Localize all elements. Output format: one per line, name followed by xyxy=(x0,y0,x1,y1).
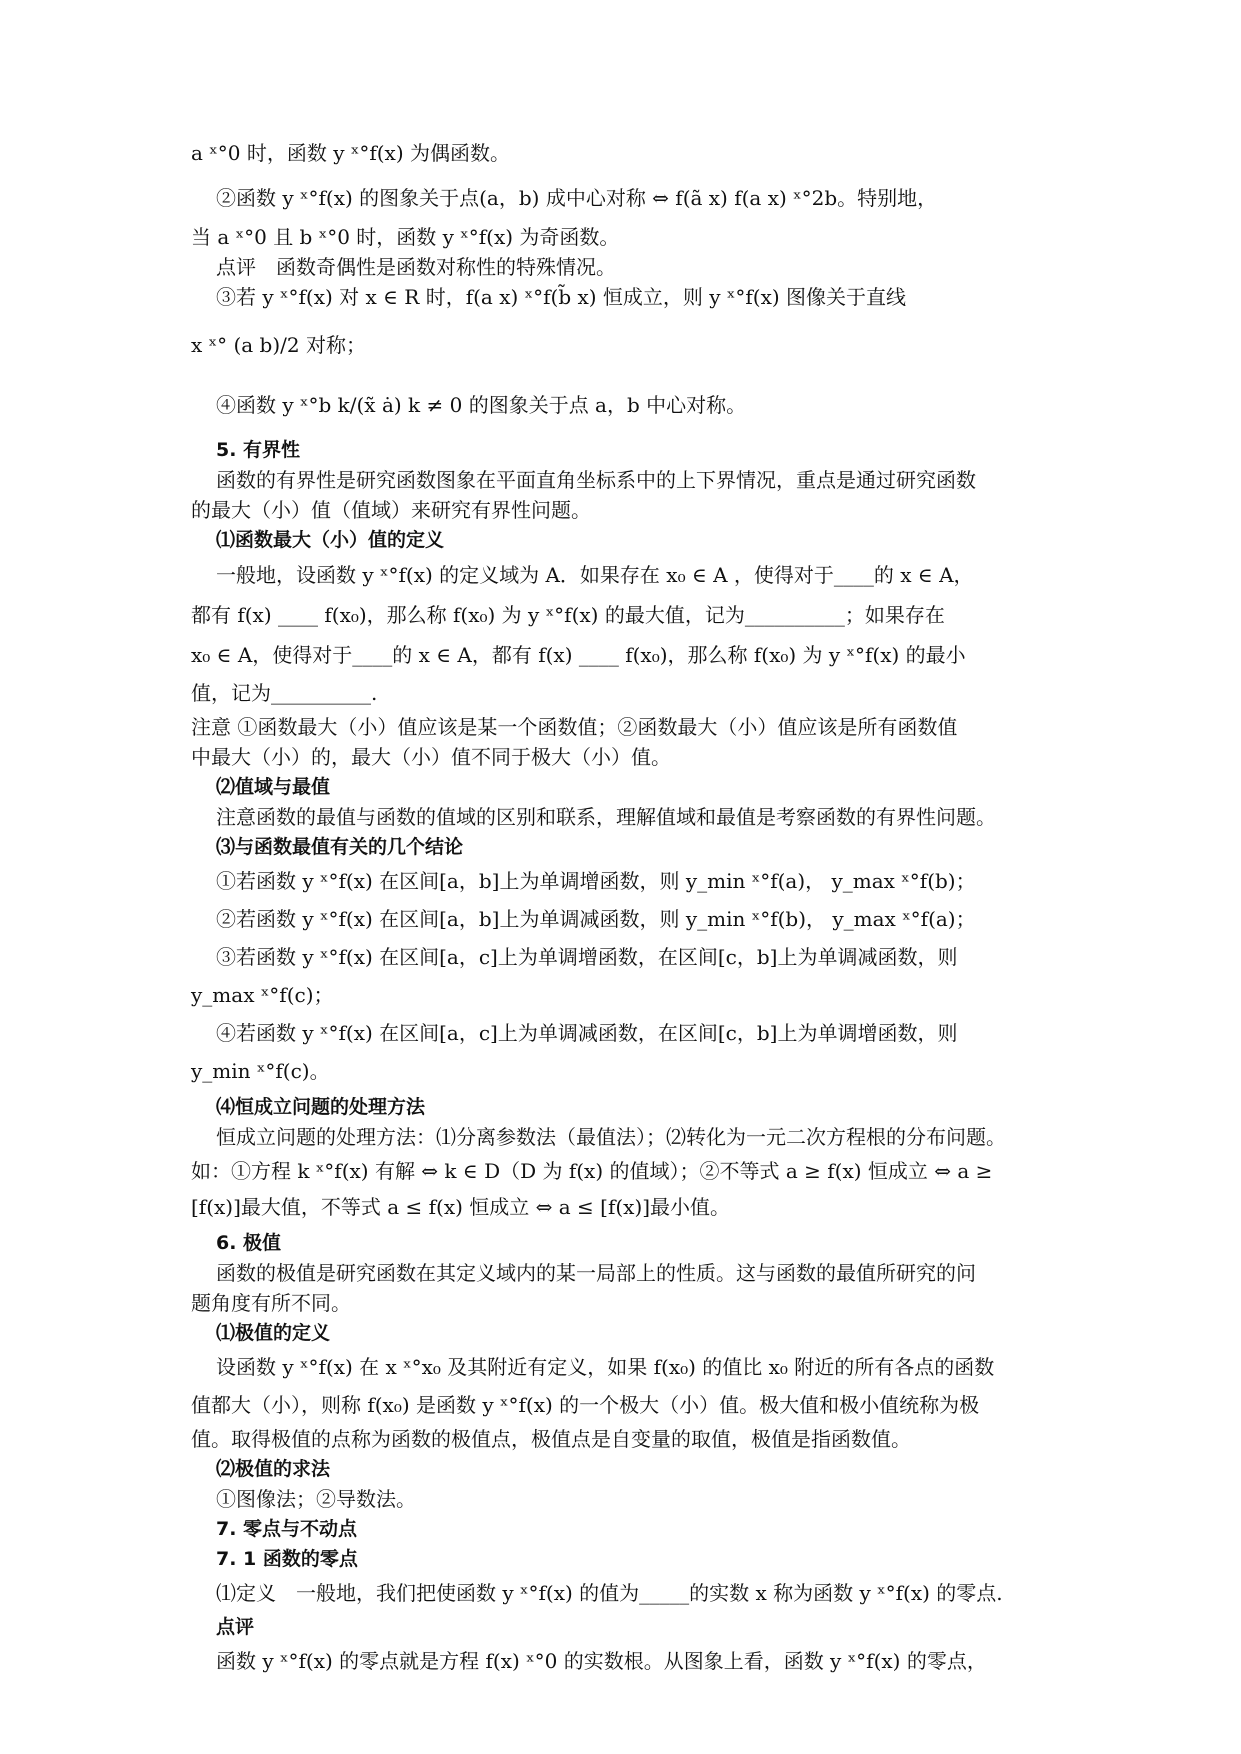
text-line: 当 a ˣ°0 且 b ˣ°0 时，函数 y ˣ°f(x) 为奇函数。 xyxy=(191,225,620,249)
text-line: 中最大（小）的，最大（小）值不同于极大（小）值。 xyxy=(191,745,671,769)
text-line: 函数的极值是研究函数在其定义域内的某一局部上的性质。这与函数的最值所研究的问 xyxy=(216,1261,976,1285)
text-line: 一般地，设函数 y ˣ°f(x) 的定义域为 A．如果存在 x₀ ∈ A ，使得对于____的 x ∈ A， xyxy=(216,563,974,587)
text-line: ①图像法；②导数法。 xyxy=(216,1487,416,1511)
text-line: ④函数 y ˣ°b k/(x̃ ȧ) k ≠ 0 的图象关于点 a，b 中心对称。 xyxy=(216,393,747,417)
section-heading: 5. 有界性 xyxy=(216,439,301,461)
text-line: 函数 y ˣ°f(x) 的零点就是方程 f(x) ˣ°0 的实数根。从图象上看，函数 y ˣ°f(x) 的零点， xyxy=(216,1649,987,1673)
section-heading: 6. 极值 xyxy=(216,1232,282,1254)
text-line: x ˣ° (a b)/2 对称； xyxy=(191,333,366,357)
section-heading: 7. 1 函数的零点 xyxy=(216,1548,358,1570)
note-line: 注意 ①函数最大（小）值应该是某一个函数值；②函数最大（小）值应该是所有函数值 xyxy=(191,715,958,739)
text-line: ③若 y ˣ°f(x) 对 x ∈ R 时，f(a x) ˣ°f(b̃ x) 恒成立，则 y ˣ°f(x) 图像关于直线 xyxy=(216,285,907,309)
text-line: x₀ ∈ A，使得对于____的 x ∈ A，都有 f(x) ____ f(x₀)，那么称 f(x₀) 为 y ˣ°f(x) 的最小 xyxy=(191,643,966,667)
subsection-heading: ⑴函数最大（小）值的定义 xyxy=(216,529,445,551)
text-line: [f(x)]最大值，不等式 a ≤ f(x) 恒成立 ⇔ a ≤ [f(x)]最小值。 xyxy=(191,1195,731,1219)
text-line: 如：①方程 k ˣ°f(x) 有解 ⇔ k ∈ D（D 为 f(x) 的值域）；②不等式 a ≥ f(x) 恒成立 ⇔ a ≥ xyxy=(191,1159,993,1183)
text-line: 的最大（小）值（值域）来研究有界性问题。 xyxy=(191,498,591,522)
text-line: ④若函数 y ˣ°f(x) 在区间[a，c]上为单调减函数，在区间[c，b]上为单调增函数，则 xyxy=(216,1021,958,1045)
text-line: y_max ˣ°f(c)； xyxy=(191,983,334,1007)
subsection-heading: ⑵值域与最值 xyxy=(216,776,331,798)
text-line: ③若函数 y ˣ°f(x) 在区间[a，c]上为单调增函数，在区间[c，b]上为单调减函数，则 xyxy=(216,945,958,969)
subsection-heading: ⑶与函数最值有关的几个结论 xyxy=(216,836,464,858)
subsection-heading: ⑷恒成立问题的处理方法 xyxy=(216,1096,426,1118)
text-line: 值都大（小），则称 f(x₀) 是函数 y ˣ°f(x) 的一个极大（小）值。极大值和极小值统称为极 xyxy=(191,1393,980,1417)
text-line: ②若函数 y ˣ°f(x) 在区间[a，b]上为单调减函数，则 y_min ˣ°f(b)， y_max ˣ°f(a)； xyxy=(216,907,976,931)
subsection-heading: ⑴极值的定义 xyxy=(216,1322,331,1344)
text-line: 题角度有所不同。 xyxy=(191,1291,351,1315)
text-line: 值。取得极值的点称为函数的极值点，极值点是自变量的取值，极值是指函数值。 xyxy=(191,1427,911,1451)
section-heading: 7. 零点与不动点 xyxy=(216,1518,358,1540)
text-line: 值，记为__________. xyxy=(191,681,378,705)
text-line: 都有 f(x) ____ f(x₀)，那么称 f(x₀) 为 y ˣ°f(x) 的最大值，记为__________；如果存在 xyxy=(191,603,945,627)
text-line: ⑴定义 一般地，我们把使函数 y ˣ°f(x) 的值为_____的实数 x 称为函数 y ˣ°f(x) 的零点. xyxy=(216,1581,1003,1605)
subsection-heading: ⑵极值的求法 xyxy=(216,1458,331,1480)
text-line: 恒成立问题的处理方法：⑴分离参数法（最值法）；⑵转化为一元二次方程根的分布问题。 xyxy=(216,1125,1006,1149)
text-line: ②函数 y ˣ°f(x) 的图象关于点(a，b) 成中心对称 ⇔ f(ã x) f(a x) ˣ°2b。特别地， xyxy=(216,186,938,210)
text-line: 函数的有界性是研究函数图象在平面直角坐标系中的上下界情况，重点是通过研究函数 xyxy=(216,468,976,492)
text-line: y_min ˣ°f(c)。 xyxy=(191,1059,330,1083)
text-line: ①若函数 y ˣ°f(x) 在区间[a，b]上为单调增函数，则 y_min ˣ°f(a)， y_max ˣ°f(b)； xyxy=(216,869,976,893)
text-line: 注意函数的最值与函数的值域的区别和联系，理解值域和最值是考察函数的有界性问题。 xyxy=(216,805,996,829)
text-line: 设函数 y ˣ°f(x) 在 x ˣ°x₀ 及其附近有定义，如果 f(x₀) 的值比 x₀ 附近的所有各点的函数 xyxy=(216,1355,995,1379)
remark-line: 点评 函数奇偶性是函数对称性的特殊情况。 xyxy=(216,255,616,279)
text-line: a ˣ°0 时，函数 y ˣ°f(x) 为偶函数。 xyxy=(191,141,510,165)
remark-heading: 点评 xyxy=(216,1616,255,1638)
